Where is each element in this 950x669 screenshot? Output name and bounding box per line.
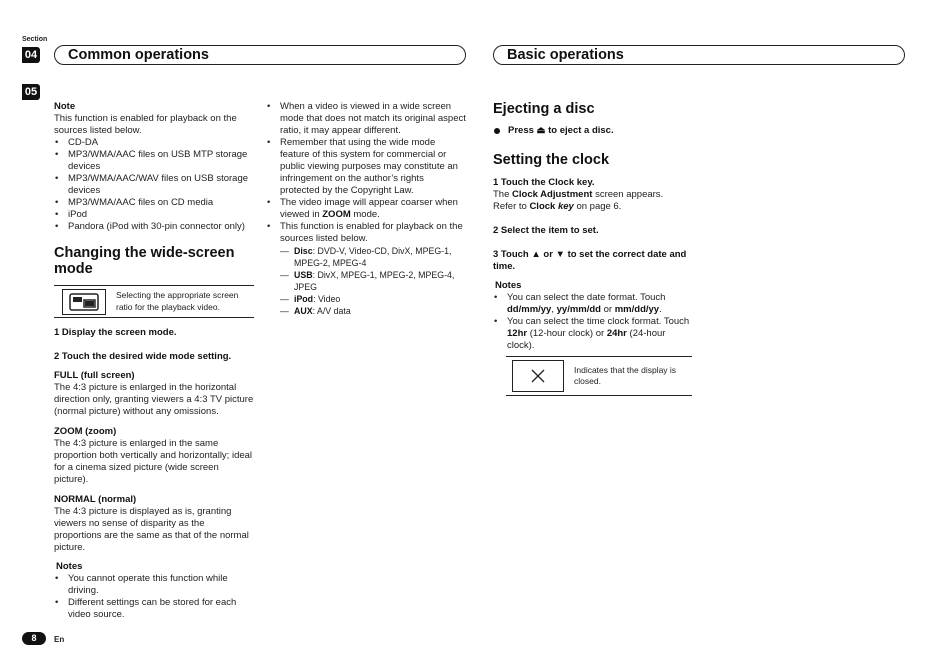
icon-table xyxy=(54,285,254,318)
source-name: USB xyxy=(294,270,313,280)
bullet-dot-icon xyxy=(494,128,500,134)
source-text: : DVD-V, Video-CD, DivX, MPEG-1, MPEG-2, MPEG-4 xyxy=(294,246,452,268)
list-item xyxy=(493,316,693,352)
column-1 xyxy=(54,101,254,621)
mode-full-text: The 4:3 picture is enlarged in the horizontal direction only, granting viewers a 4:3 TV picture (normal picture) without any omissions. xyxy=(54,382,254,417)
list-item xyxy=(493,292,693,316)
list-item: • This function is enabled for playback on the sources listed below. xyxy=(266,221,466,245)
clock-notes-heading: Notes xyxy=(495,280,522,291)
text-run: , xyxy=(551,304,557,315)
source-item xyxy=(280,293,466,305)
list-item: • You cannot operate this function while driving. xyxy=(54,573,254,597)
column-3 xyxy=(493,101,693,396)
list-item: • Different settings can be stored for each video source. xyxy=(54,597,254,621)
mode-zoom-title: ZOOM (zoom) xyxy=(54,426,117,437)
list-item: • CD-DA xyxy=(54,137,254,149)
note-list xyxy=(54,137,254,233)
format-label: dd/mm/yy xyxy=(507,304,552,315)
header-common-operations: Common operations xyxy=(54,45,466,65)
column-2 xyxy=(266,101,466,317)
text-run: The xyxy=(493,189,513,200)
list-item: • When a video is viewed in a wide screen mode that does not match its original aspect ratio, it may appear different. xyxy=(266,101,466,137)
heading-ejecting-disc: Ejecting a disc xyxy=(493,101,595,117)
text-run: (24-hour clock). xyxy=(507,328,666,351)
clock-step-1: 1 Touch the Clock key. xyxy=(493,177,595,188)
language-label: En xyxy=(54,635,65,644)
clock-key-label: Clock xyxy=(529,201,556,212)
step-1: 1 Display the screen mode. xyxy=(54,327,177,338)
text-run: You can select the time clock format. Touch xyxy=(507,316,690,327)
text-run: You can select the date format. Touch xyxy=(507,292,666,303)
list-item xyxy=(266,197,466,221)
source-text: : A/V data xyxy=(312,306,351,316)
source-item xyxy=(280,245,466,269)
wide-screen-icon xyxy=(62,289,106,315)
heading-setting-clock: Setting the clock xyxy=(493,152,610,168)
wide-mode-caution-list xyxy=(266,101,466,245)
text-run: (12-hour clock) or xyxy=(527,328,607,339)
note-heading: Note xyxy=(54,101,76,112)
eject-step xyxy=(493,125,693,137)
list-item: • Pandora (iPod with 30-pin connector only) xyxy=(54,221,254,233)
close-icon xyxy=(512,360,564,392)
step-2: 2 Touch the desired wide mode setting. xyxy=(54,351,232,362)
list-item: • MP3/WMA/AAC files on USB MTP storage devices xyxy=(54,149,254,173)
text-run: on page 6. xyxy=(573,201,622,212)
eject-step-text: Press ⏏ to eject a disc. xyxy=(508,125,614,136)
clock-notes-list xyxy=(493,292,693,352)
list-item: • Remember that using the wide mode feature of this system for commercial or public viewing purposes may constitute an infringement on the author’s rights protected by the Copyright Law. xyxy=(266,137,466,197)
format-label: 12hr xyxy=(507,328,528,339)
clock-icon-table xyxy=(506,356,692,396)
mode-normal-title: NORMAL (normal) xyxy=(54,494,137,505)
header-basic-operations: Basic operations xyxy=(493,45,905,65)
notes-list xyxy=(54,573,254,621)
format-label: 24hr xyxy=(606,328,627,339)
text-run: or xyxy=(601,304,615,315)
source-name: iPod xyxy=(294,294,314,304)
section-label: Section xyxy=(22,36,48,43)
format-label: yy/mm/dd xyxy=(556,304,601,315)
source-text: : Video xyxy=(313,294,341,304)
refer-text xyxy=(493,201,693,213)
section-tab-04: 04 xyxy=(22,47,40,63)
clock-step-3: 3 Touch ▲ or ▼ to set the correct date and time. xyxy=(493,249,687,272)
text-run: . xyxy=(659,304,662,315)
list-item: • MP3/WMA/AAC/WAV files on USB storage devices xyxy=(54,173,254,197)
list-item: • MP3/WMA/AAC files on CD media xyxy=(54,197,254,209)
note-intro: This function is enabled for playback on the sources listed below. xyxy=(54,113,237,136)
section-heading-wide-screen: Changing the wide-screen mode xyxy=(54,245,235,277)
source-text: : DivX, MPEG-1, MPEG-2, MPEG-4, JPEG xyxy=(294,270,455,292)
text-run: The video image will appear coarser when viewed in xyxy=(280,197,458,220)
format-label: mm/dd/yy xyxy=(614,304,660,315)
page-number: 8 xyxy=(22,632,46,645)
source-item xyxy=(280,269,466,293)
mode-full-title: FULL (full screen) xyxy=(54,370,135,381)
key-label: key xyxy=(555,201,574,212)
list-item: • iPod xyxy=(54,209,254,221)
icon-description: Selecting the appropriate screen ratio for the playback video. xyxy=(116,290,239,312)
text-run: mode. xyxy=(350,209,380,220)
mode-normal-text: The 4:3 picture is displayed as is, granting viewers no sense of disparity as the proportions are the same as that of the normal picture. xyxy=(54,506,249,553)
text-run: Refer to xyxy=(493,201,530,212)
sources-list xyxy=(280,245,466,317)
clock-step-2: 2 Select the item to set. xyxy=(493,225,599,236)
zoom-label: ZOOM xyxy=(322,209,351,220)
clock-adjustment-label: Clock Adjustment xyxy=(512,189,593,200)
source-name: AUX xyxy=(294,306,313,316)
notes-heading: Notes xyxy=(56,561,83,572)
icon-description: Indicates that the display is closed. xyxy=(574,364,677,386)
section-tab-05: 05 xyxy=(22,84,40,100)
clock-step-1-text xyxy=(493,189,693,201)
source-name: Disc xyxy=(294,246,313,256)
mode-zoom-text: The 4:3 picture is enlarged in the same proportion both vertically and horizontally; ideal for a cinema sized picture (wide screen picture). xyxy=(54,438,253,485)
source-item xyxy=(280,305,466,317)
text-run: screen appears. xyxy=(592,189,664,200)
